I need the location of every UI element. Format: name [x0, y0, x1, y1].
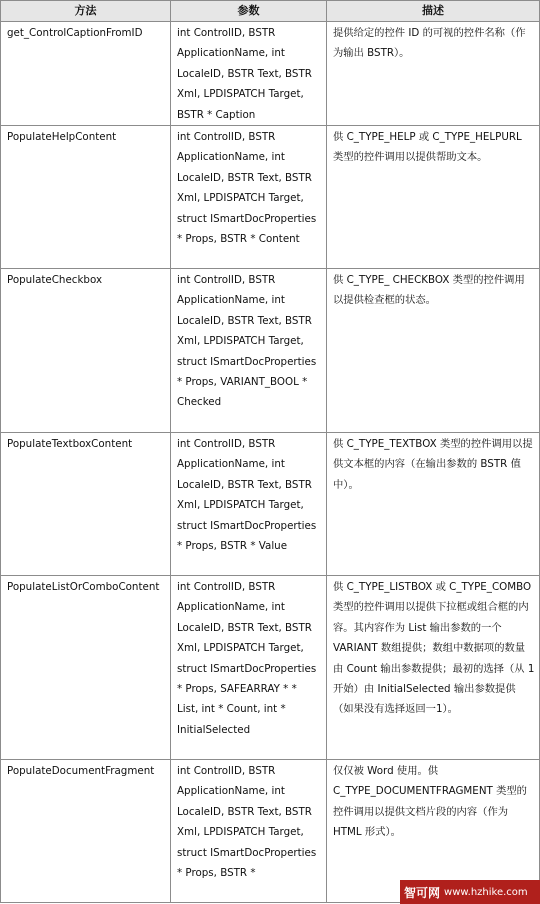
table-row: [1, 269, 540, 433]
method-cell: PopulateTextboxContent: [1, 433, 171, 576]
watermark-site-name: 智可网: [404, 885, 441, 900]
params-cell: int ControlID, BSTR ApplicationName, int LocaleID, BSTR Text, BSTR Xml, LPDISPATCH Target, struct ISmartDocProperties * Props, VARIANT_BOOL * Checked: [171, 269, 327, 433]
description-cell: 仅仅被 Word 使用。供 C_TYPE_DOCUMENTFRAGMENT 类型的控件调用以提供文档片段的内容（作为 HTML 形式）。: [327, 760, 540, 903]
method-cell: get_ControlCaptionFromID: [1, 22, 171, 126]
params-cell: int ControlID, BSTR ApplicationName, int LocaleID, BSTR Text, BSTR Xml, LPDISPATCH Target, struct ISmartDocProperties * Props, BSTR *: [171, 760, 327, 903]
params-cell: int ControlID, BSTR ApplicationName, int LocaleID, BSTR Text, BSTR Xml, LPDISPATCH Target, BSTR * Caption: [171, 22, 327, 126]
description-cell: 供 C_TYPE_HELP 或 C_TYPE_HELPURL 类型的控件调用以提供帮助文本。: [327, 126, 540, 269]
method-cell: PopulateListOrComboContent: [1, 576, 171, 760]
method-cell: PopulateHelpContent: [1, 126, 171, 269]
table-row: [1, 433, 540, 576]
description-cell: 提供给定的控件 ID 的可视的控件名称（作为输出 BSTR）。: [327, 22, 540, 126]
header-method: 方法: [1, 1, 171, 22]
header-row: [1, 1, 540, 22]
header-params: 参数: [171, 1, 327, 22]
site-watermark: [400, 880, 540, 904]
params-cell: int ControlID, BSTR ApplicationName, int LocaleID, BSTR Text, BSTR Xml, LPDISPATCH Target, struct ISmartDocProperties * Props, BSTR * Value: [171, 433, 327, 576]
params-cell: int ControlID, BSTR ApplicationName, int LocaleID, BSTR Text, BSTR Xml, LPDISPATCH Target, struct ISmartDocProperties * Props, SAFEARRAY * * List, int * Count, int * InitialSelected: [171, 576, 327, 760]
method-cell: PopulateCheckbox: [1, 269, 171, 433]
description-cell: 供 C_TYPE_TEXTBOX 类型的控件调用以提供文本框的内容（在输出参数的 BSTR 值中）。: [327, 433, 540, 576]
params-cell: int ControlID, BSTR ApplicationName, int LocaleID, BSTR Text, BSTR Xml, LPDISPATCH Target, struct ISmartDocProperties * Props, BSTR * Content: [171, 126, 327, 269]
header-description: 描述: [327, 1, 540, 22]
description-cell: 供 C_TYPE_LISTBOX 或 C_TYPE_COMBO 类型的控件调用以提供下拉框或组合框的内容。其内容作为 List 输出参数的一个 VARIANT 数组提供；数组中数据项的数量由 Count 输出参数提供；最初的选择（从 1 开始）由 InitialSelected 输出参数提供（如果没有选择返回一1）。: [327, 576, 540, 760]
table-row: [1, 22, 540, 126]
table-row: [1, 126, 540, 269]
watermark-url: www.hzhike.com: [444, 886, 528, 898]
description-cell: 供 C_TYPE_ CHECKBOX 类型的控件调用以提供检查框的状态。: [327, 269, 540, 433]
method-cell: PopulateDocumentFragment: [1, 760, 171, 903]
table-row: [1, 576, 540, 760]
